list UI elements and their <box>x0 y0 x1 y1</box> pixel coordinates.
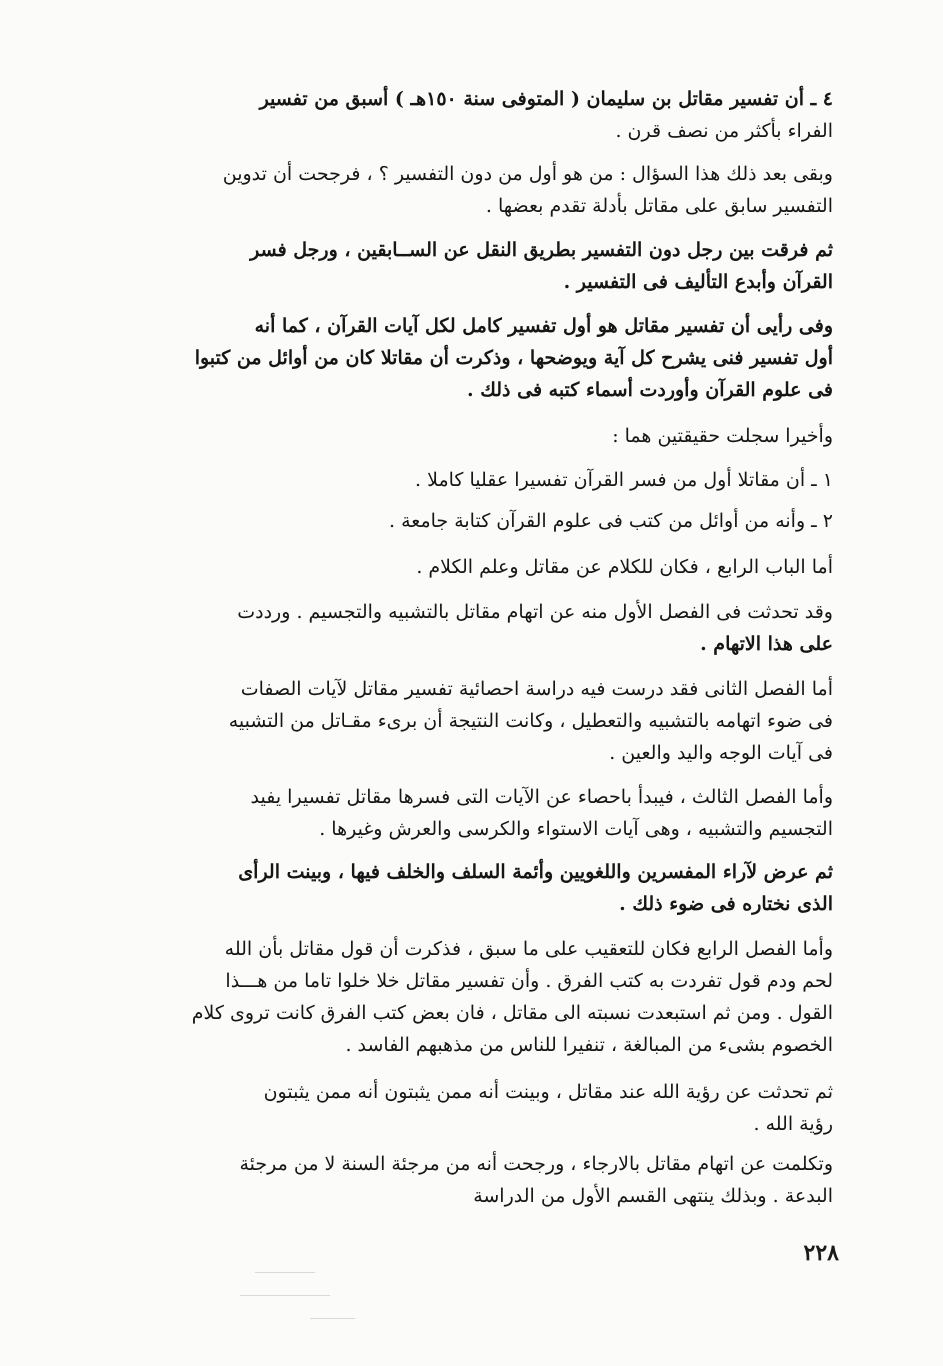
text-line: ٤ ـ أن تفسير مقاتل بن سليمان ( المتوفى سنة ١٥٠هـ ) أسبق من تفسير <box>259 88 833 110</box>
paragraph <box>95 673 833 769</box>
scan-noise <box>240 1295 330 1296</box>
list-item <box>95 464 833 496</box>
text-line: وأما الفصل الثالث ، فيبدأ باحصاء عن الآيات التى فسرها مقاتل تفسيرا يفيد <box>250 786 833 808</box>
text-line: ثم عرض لآراء المفسرين واللغويين وأئمة السلف والخلف فيها ، وبينت الرأى <box>238 861 833 883</box>
page-number: ٢٢٨ <box>803 1240 839 1266</box>
text-line: فى علوم القرآن وأوردت أسماء كتبه فى ذلك . <box>467 379 833 401</box>
text-line: وتكلمت عن اتهام مقاتل بالارجاء ، ورجحت أنه من مرجئة السنة لا من مرجئة <box>239 1153 833 1175</box>
text-line: وأما الفصل الرابع فكان للتعقيب على ما سبق ، فذكرت أن قول مقاتل بأن الله <box>224 938 833 960</box>
text-line: فى آيات الوجه واليد والعين . <box>609 742 833 764</box>
text-line: وبقى بعد ذلك هذا السؤال : من هو أول من دون التفسير ؟ ، فرجحت أن تدوين <box>222 163 833 185</box>
text-line: القول . ومن ثم استبعدت نسبته الى مقاتل ، فان بعض كتب الفرق كانت تروى كلام <box>191 1002 833 1024</box>
text-line: القرآن وأبدع التأليف فى التفسير . <box>563 271 833 293</box>
text-line: ١ ـ أن مقاتلا أول من فسر القرآن تفسيرا عقليا كاملا . <box>415 469 833 491</box>
text-line: أما الفصل الثانى فقد درست فيه دراسة احصائية تفسير مقاتل لآيات الصفات <box>240 678 833 700</box>
paragraph <box>95 1076 833 1140</box>
list-item <box>95 505 833 537</box>
paragraph <box>95 781 833 845</box>
text-line: على هذا الاتهام . <box>700 633 833 655</box>
text-line: الخصوم بشىء من المبالغة ، تنفيرا للناس من مذهبهم الفاسد . <box>345 1034 833 1056</box>
paragraph <box>95 933 833 1061</box>
paragraph <box>95 234 833 298</box>
paragraph <box>95 310 833 406</box>
text-line: ثم فرقت بين رجل دون التفسير بطريق النقل عن الســابقين ، ورجل فسر <box>250 239 833 261</box>
paragraph <box>95 83 833 147</box>
text-line: وأخيرا سجلت حقيقتين هما : <box>612 425 833 447</box>
text-line: التجسيم والتشبيه ، وهى آيات الاستواء والكرسى والعرش وغيرها . <box>319 818 833 840</box>
text-line: أما الباب الرابع ، فكان للكلام عن مقاتل وعلم الكلام . <box>416 556 833 578</box>
paragraph <box>95 551 833 583</box>
paragraph <box>95 596 833 660</box>
text-line: ٢ ـ وأنه من أوائل من كتب فى علوم القرآن كتابة جامعة . <box>389 510 833 532</box>
paragraph <box>95 420 833 452</box>
paragraph <box>95 856 833 920</box>
text-line: ثم تحدثت عن رؤية الله عند مقاتل ، وبينت أنه ممن يثبتون أنه ممن يثبتون <box>263 1081 833 1103</box>
text-line: فى ضوء اتهامه بالتشبيه والتعطيل ، وكانت النتيجة أن برىء مقـاتل من التشبيه <box>228 710 833 732</box>
text-line: وقد تحدثت فى الفصل الأول منه عن اتهام مقاتل بالتشبيه والتجسيم . ورددت <box>237 601 833 623</box>
text-line: التفسير سابق على مقاتل بأدلة تقدم بعضها . <box>485 195 833 217</box>
text-line: الفراء بأكثر من نصف قرن . <box>615 120 833 142</box>
scan-noise <box>310 1318 355 1319</box>
text-line: أول تفسير فنى يشرح كل آية ويوضحها ، وذكرت أن مقاتلا كان من أوائل من كتبوا <box>194 347 833 369</box>
paragraph <box>95 1148 833 1212</box>
text-line: وفى رأيى أن تفسير مقاتل هو أول تفسير كامل لكل آيات القرآن ، كما أنه <box>254 315 833 337</box>
paragraph <box>95 158 833 222</box>
text-line: رؤية الله . <box>753 1113 833 1135</box>
text-line: البدعة . وبذلك ينتهى القسم الأول من الدراسة <box>473 1185 833 1207</box>
text-line: لحم ودم قول تفردت به كتب الفرق . وأن تفسير مقاتل خلا خلوا تاما من هـــذا <box>225 970 833 992</box>
scan-noise <box>255 1272 315 1273</box>
text-line: الذى نختاره فى ضوء ذلك . <box>619 893 833 915</box>
